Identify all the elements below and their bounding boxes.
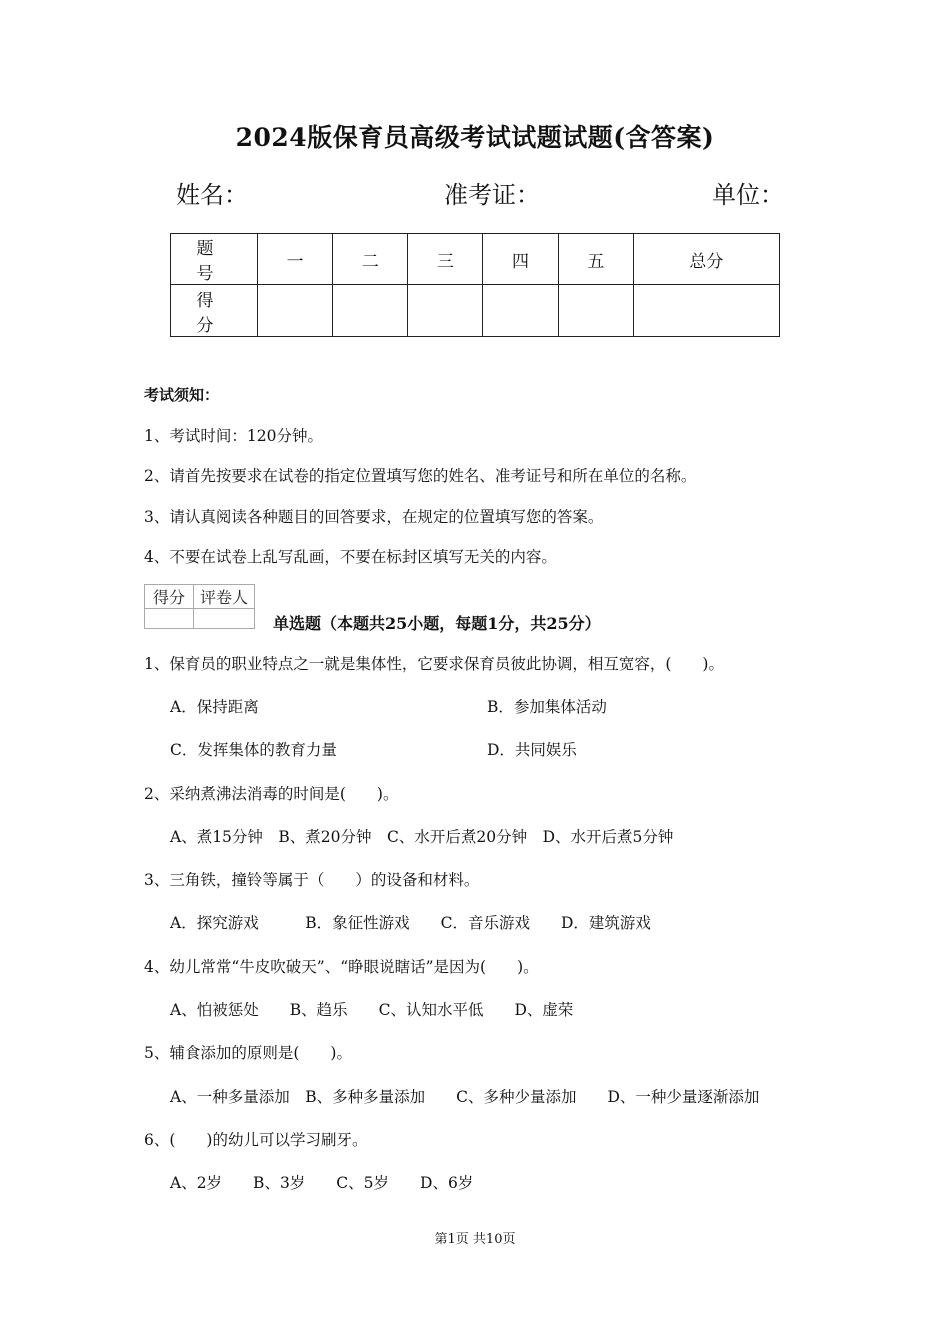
question-options: A、煮15分钟 B、煮20分钟 C、水开后煮20分钟 D、水开后煮5分钟: [170, 828, 674, 846]
grader-reviewer-label: 评卷人: [194, 585, 255, 609]
exam-number-field-label: 准考证：: [444, 181, 540, 209]
grader-score-cell[interactable]: [145, 609, 194, 629]
option-a: A．保持距离: [170, 698, 259, 716]
option-d: D．共同娱乐: [487, 741, 577, 759]
score-cell[interactable]: [483, 285, 558, 337]
question-options: A、2岁 B、3岁 C、5岁 D、6岁: [170, 1174, 474, 1192]
section-title: 单选题（本题共25小题，每题1分，共25分）: [273, 614, 601, 633]
score-cell[interactable]: [408, 285, 483, 337]
question-stem: 3、三角铁，撞铃等属于（ ）的设备和材料。: [144, 871, 480, 889]
score-label: 得 分: [171, 285, 258, 337]
question-stem: 6、( )的幼儿可以学习刷牙。: [144, 1131, 368, 1149]
grader-box: [144, 584, 255, 629]
question-options: A．探究游戏 B．象征性游戏 C．音乐游戏 D．建筑游戏: [170, 914, 651, 932]
section-3-header: 三: [408, 234, 483, 285]
page-title: 2024版保育员高级考试试题试题(含答案): [235, 123, 715, 152]
grader-score-label: 得分: [145, 585, 194, 609]
option-c: C．发挥集体的教育力量: [170, 741, 337, 759]
score-cell[interactable]: [258, 285, 333, 337]
score-cell[interactable]: [558, 285, 633, 337]
grader-reviewer-cell[interactable]: [194, 609, 255, 629]
score-table-score-row: [171, 285, 780, 337]
section-1-header: 一: [258, 234, 333, 285]
section-5-header: 五: [558, 234, 633, 285]
score-table: [170, 233, 780, 337]
page-footer: 第1页 共10页: [434, 1232, 516, 1247]
section-2-header: 二: [333, 234, 408, 285]
question-number-header: 题 号: [171, 234, 258, 285]
question-stem: 2、采纳煮沸法消毒的时间是( )。: [144, 785, 399, 803]
question-options: A、怕被惩处 B、趋乐 C、认知水平低 D、虚荣: [170, 1001, 574, 1019]
notice-item: 3、请认真阅读各种题目的回答要求，在规定的位置填写您的答案。: [144, 508, 604, 526]
question-options: A、一种多量添加 B、多种多量添加 C、多种少量添加 D、一种少量逐渐添加: [170, 1088, 760, 1106]
total-header: 总分: [633, 234, 779, 285]
score-cell[interactable]: [633, 285, 779, 337]
notice-item: 2、请首先按要求在试卷的指定位置填写您的姓名、准考证号和所在单位的名称。: [144, 467, 697, 485]
option-b: B．参加集体活动: [487, 698, 607, 716]
notice-item: 4、不要在试卷上乱写乱画，不要在标封区填写无关的内容。: [144, 548, 557, 566]
unit-field-label: 单位：: [712, 181, 784, 209]
notice-item: 1、考试时间：120分钟。: [144, 427, 323, 445]
score-table-header-row: [171, 234, 780, 285]
question-stem: 1、保育员的职业特点之一就是集体性，它要求保育员彼此协调，相互宽容，( )。: [144, 655, 724, 673]
question-stem: 5、辅食添加的原则是( )。: [144, 1044, 352, 1062]
score-cell[interactable]: [333, 285, 408, 337]
name-field-label: 姓名：: [176, 181, 248, 209]
question-stem: 4、幼儿常常“牛皮吹破天”、“睁眼说瞎话”是因为( )。: [144, 958, 539, 976]
notice-title: 考试须知：: [144, 386, 220, 404]
section-4-header: 四: [483, 234, 558, 285]
